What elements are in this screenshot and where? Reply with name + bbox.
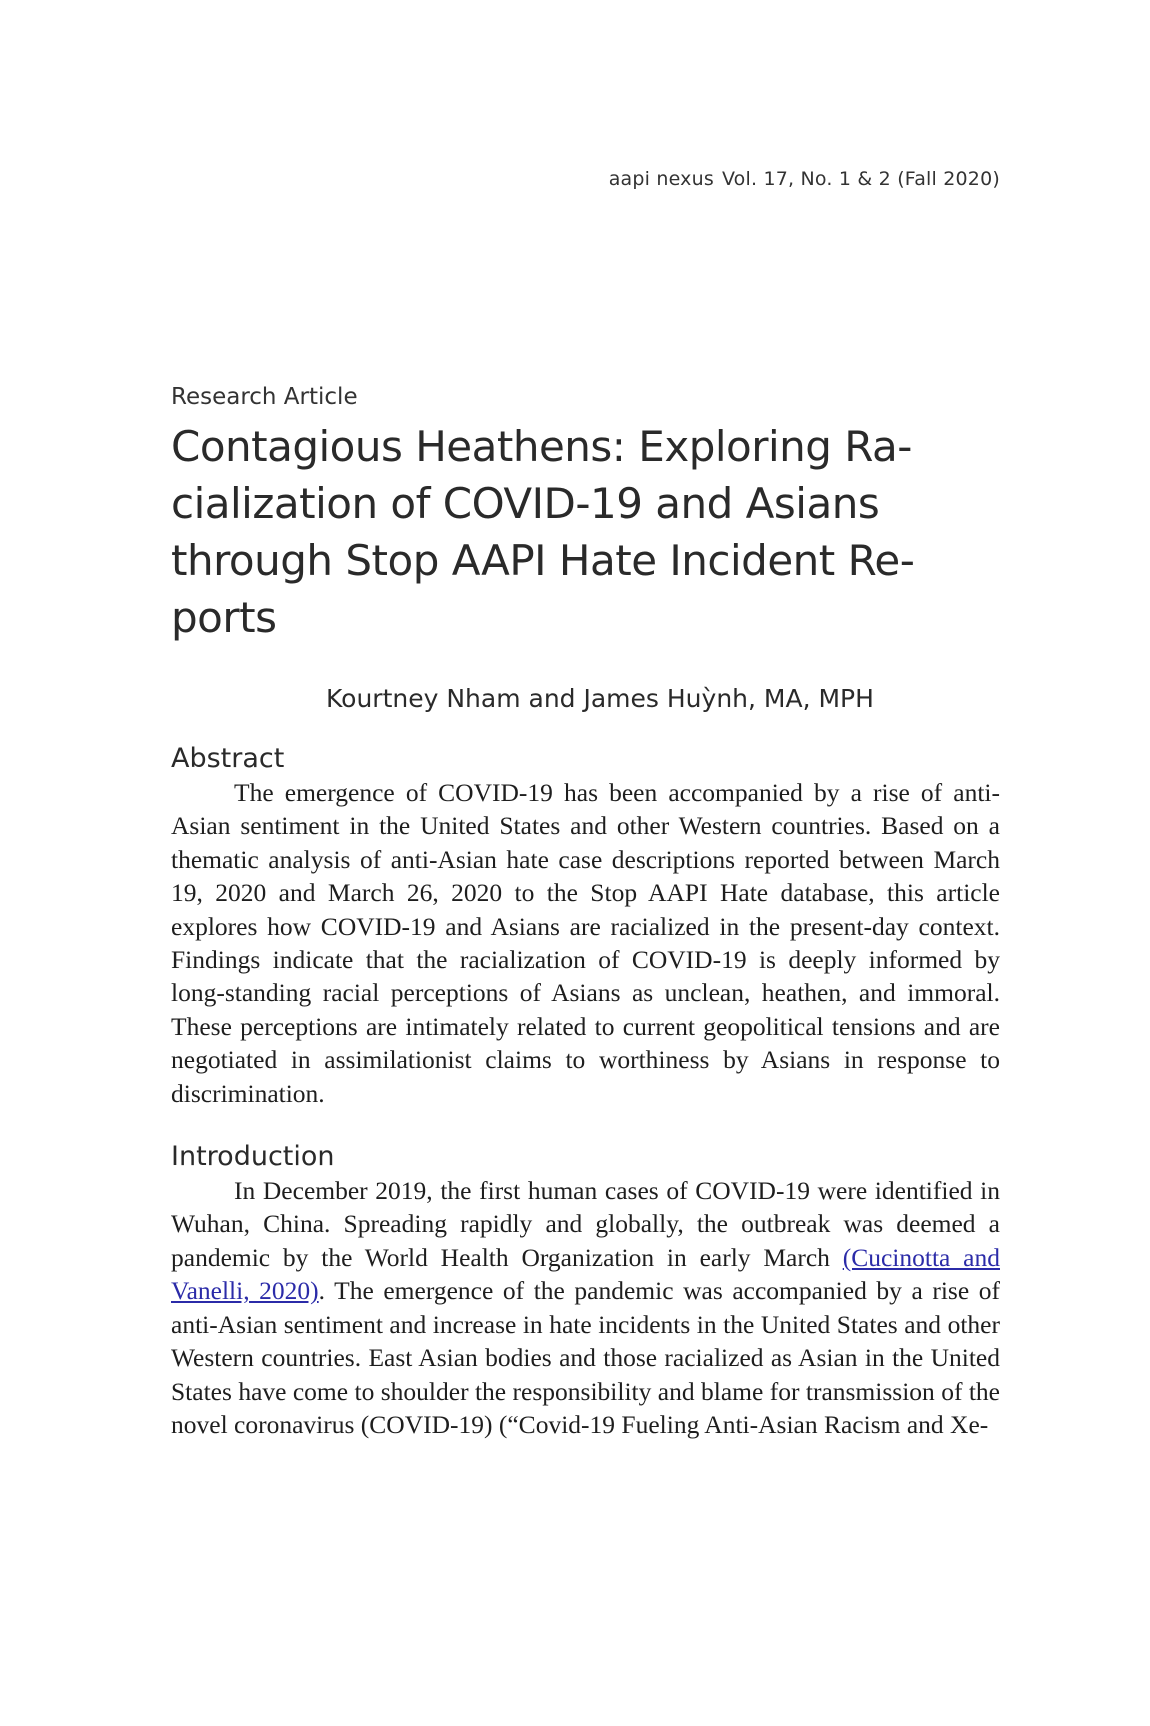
article-title: Contagious Heathens: Exploring Racialization of COVID-19 and Asians through Stop AAPI Hate Incident Reports (171, 422, 915, 642)
introduction-text-part-1: In December 2019, the first human cases of COVID-19 were identified in Wuhan, China. Spreading rapidly and globally, the outbreak was deemed a pandemic by the World Health Organization in early March (171, 1176, 1000, 1272)
journal-volume: Vol. 17, No. 1 & 2 (Fall 2020) (721, 168, 1000, 190)
abstract-text: The emergence of COVID-19 has been accompanied by a rise of anti-Asian sentiment in the United States and other Western countries. Based on a thematic analysis of anti-Asian hate case descriptions reported between March 19, 2020 and March 26, 2020 to the Stop AAPI Hate database, this article explores how COVID-19 and Asians are racialized in the present-day context. Findings indicate that the racialization of COVID-19 is deeply informed by long-standing racial perceptions of Asians as unclean, heathen, and immoral. These perceptions are intimately related to current geopolitical tensions and are negotiated in assimilationist claims to worthiness by Asians in response to discrimination. (171, 778, 1000, 1108)
article-type: Research Article (171, 384, 358, 410)
article-authors: Kourtney Nham and James Huỳnh, MA, MPH (326, 684, 874, 713)
running-head (609, 168, 1000, 190)
abstract-heading: Abstract (171, 743, 285, 774)
journal-name: aapi nexus (608, 168, 714, 190)
citation-link[interactable]: (Cucinotta and Vanelli, 2020) (171, 1242, 1000, 1306)
introduction-heading: Introduction (171, 1141, 335, 1173)
article-content (171, 382, 1000, 1441)
introduction-text-part-2: . The emergence of the pandemic was accompanied by a rise of anti-Asian sentiment and increase in hate incidents in the United States and other Western countries. East Asian bodies and those racialized as Asian in the United States have come to shoulder the responsibility and blame for transmission of the novel coronavirus (COVID-19) (“Covid-19 Fueling Anti-Asian Racism and Xe- (171, 1276, 1000, 1439)
introduction-text (171, 1174, 1000, 1441)
